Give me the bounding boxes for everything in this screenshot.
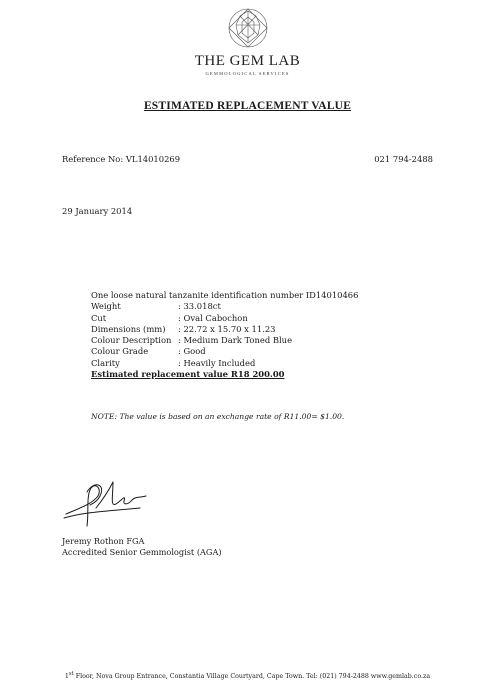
floor-number: 1 — [64, 673, 69, 681]
footer-text: Floor, Nova Group Entrance, Constantia Village Courtyard, Cape Town. Tel: (021) 794-2488 www.gemlab.co.za — [73, 673, 431, 681]
detail-label: Colour Grade — [91, 346, 149, 357]
detail-row-dimensions — [91, 324, 358, 335]
detail-value: : Heavily Included — [178, 357, 256, 368]
signature — [60, 474, 150, 536]
detail-row-weight — [91, 301, 358, 312]
detail-label: Colour Description — [91, 335, 172, 346]
document-title: ESTIMATED REPLACEMENT VALUE — [143, 100, 352, 112]
detail-value: : Good — [178, 346, 206, 357]
signatory-name: Jeremy Rothon FGA — [62, 536, 145, 546]
gem-intro: One loose natural tanzanite identification number ID14010466 — [91, 290, 359, 300]
exchange-rate-note: NOTE: The value is based on an exchange rate of R11.00= $1.00. — [91, 412, 345, 421]
detail-label: Cut — [91, 312, 107, 323]
phone-number: 021 794-2488 — [374, 154, 433, 164]
detail-row-colour-description — [91, 335, 358, 346]
footer-address — [0, 671, 495, 680]
document-date: 29 January 2014 — [62, 206, 133, 216]
detail-value: : 33.018ct — [178, 301, 221, 312]
detail-row-clarity — [91, 358, 358, 369]
brand-subtitle: GEMMOLOGICAL SERVICES — [205, 71, 290, 76]
detail-value: : Medium Dark Toned Blue — [178, 335, 293, 346]
detail-value: : Oval Cabochon — [178, 312, 248, 323]
floor-suffix: st — [68, 671, 74, 677]
gem-details — [91, 290, 358, 380]
detail-label: Weight — [91, 301, 121, 312]
detail-value: : 22.72 x 15.70 x 11.23 — [178, 323, 276, 334]
signatory-block — [62, 536, 222, 557]
diamond-logo-icon — [226, 6, 270, 50]
detail-row-colour-grade — [91, 346, 358, 357]
detail-label: Dimensions (mm) — [91, 323, 166, 334]
signature-icon — [60, 474, 150, 532]
brand-name: THE GEM LAB — [194, 53, 301, 69]
estimated-value: Estimated replacement value R18 200.00 — [91, 369, 285, 380]
reference-number: Reference No: VL14010269 — [62, 154, 181, 164]
signatory-role: Accredited Senior Gemmologist (AGA) — [62, 546, 222, 557]
detail-label: Clarity — [91, 357, 120, 368]
detail-row-cut — [91, 313, 358, 324]
company-logo — [0, 6, 495, 76]
